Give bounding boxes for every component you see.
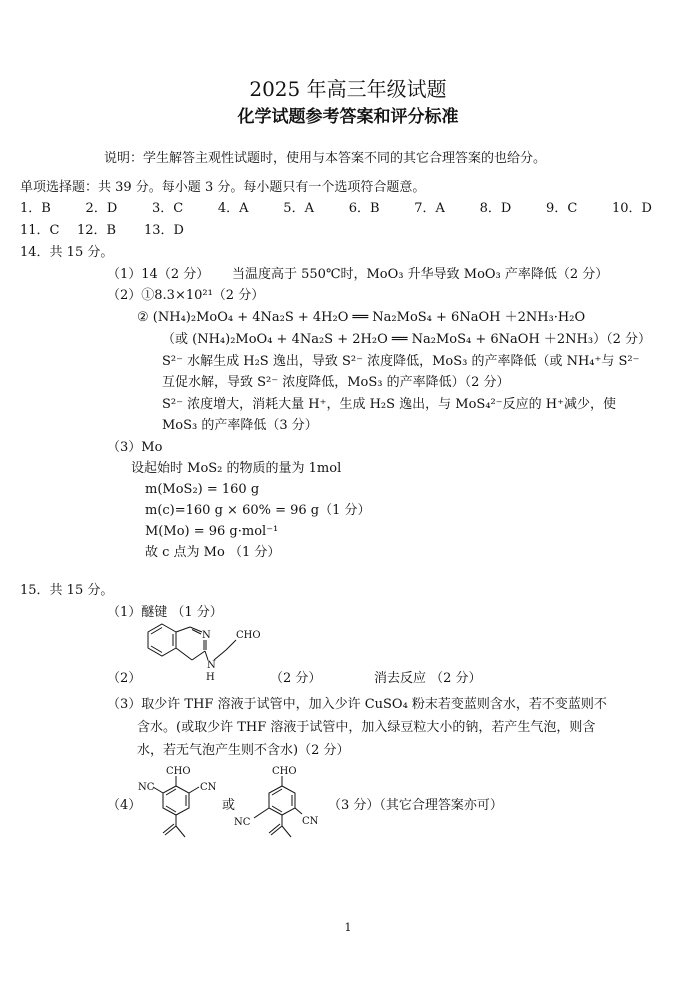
grading-note: 说明：学生解答主观性试题时，使用与本答案不同的其它合理答案的也给分。 bbox=[104, 151, 547, 166]
aldehyde-label: CHO bbox=[166, 766, 191, 777]
q14-equation-1: ② (NH₄)₂MoO₄ + 4Na₂S + 4H₂O ══ Na₂MoS₄ + 6NaOH ＋2NH₃·H₂O bbox=[137, 310, 586, 325]
bond bbox=[176, 826, 185, 837]
bond bbox=[189, 787, 199, 793]
answer-10: 10．D bbox=[611, 201, 652, 216]
answer-12: 12．B bbox=[77, 223, 117, 238]
answer-8: 8．D bbox=[479, 201, 512, 216]
answer-11: 11．C bbox=[20, 223, 60, 238]
answer-3: 3．C bbox=[151, 201, 184, 216]
bond bbox=[176, 648, 192, 660]
ring-double-bond bbox=[272, 789, 282, 795]
bond bbox=[153, 787, 163, 793]
nh-hydrogen-label: H bbox=[206, 672, 215, 683]
aromatic-structure-2 bbox=[232, 762, 322, 852]
q14-explanation-1a: S²⁻ 水解生成 H₂S 逸出，导致 S²⁻ 浓度降低，MoS₃ 的产率降低（或 NH₄⁺与 S²⁻ bbox=[162, 354, 640, 369]
q14-part3-line2: m(MoS₂) = 160 g bbox=[145, 482, 260, 497]
aldehyde-label: CHO bbox=[272, 766, 297, 777]
q14-explanation-2b: MoS₃ 的产率降低（3 分） bbox=[162, 418, 318, 433]
q15-part4-or: 或 bbox=[222, 798, 236, 813]
q15-header: 15．共 15 分。 bbox=[20, 583, 114, 598]
ring-double-bond bbox=[166, 789, 176, 795]
q15-part4-label: （4） bbox=[107, 798, 142, 813]
ring-nitrogen-label: N bbox=[202, 630, 211, 641]
answer-4: 4．A bbox=[217, 201, 249, 216]
q14-part3-line3: m(c)=160 g × 60% = 96 g（1 分） bbox=[145, 503, 371, 518]
ring-double-bond bbox=[151, 646, 162, 653]
bond bbox=[226, 640, 236, 650]
answer-7: 7．A bbox=[414, 201, 445, 216]
page-subtitle: 化学试题参考答案和评分标准 bbox=[237, 107, 459, 127]
nh-nitrogen-label: N bbox=[207, 660, 216, 671]
nitrile-label-left: NC bbox=[138, 782, 155, 793]
ring-double-bond bbox=[272, 806, 282, 812]
nitrile-label-right: CN bbox=[200, 782, 217, 793]
page-title: 2025 年高三年级试题 bbox=[249, 77, 447, 101]
q15-part2-score: （2 分） bbox=[270, 671, 322, 686]
q15-part1: （1）醚键 （1 分） bbox=[107, 605, 223, 620]
q15-part3-line3: 水，若无气泡产生则不含水)（2 分） bbox=[137, 743, 350, 758]
bond bbox=[254, 808, 269, 818]
q14-part3-label: （3）Mo bbox=[107, 440, 163, 455]
q14-part3-line1: 设起始时 MoS₂ 的物质的量为 1mol bbox=[131, 461, 342, 476]
q14-explanation-1b: 互促水解，导致 S²⁻ 浓度降低，MoS₃ 的产率降低）（2 分） bbox=[162, 375, 510, 390]
q15-part2-text: 消去反应 （2 分） bbox=[374, 671, 482, 686]
bond bbox=[282, 826, 291, 837]
bond bbox=[214, 650, 226, 660]
benzazepine-structure bbox=[132, 618, 282, 684]
q14-part3-line5: 故 c 点为 Mo （1 分） bbox=[145, 545, 281, 560]
q14-part3-line4: M(Mo) = 96 g·mol⁻¹ bbox=[145, 524, 279, 539]
answer-2: 2．D bbox=[85, 201, 118, 216]
bond bbox=[295, 808, 302, 814]
answer-9: 9．C bbox=[546, 201, 578, 216]
nitrile-label-left: NC bbox=[234, 817, 251, 828]
nitrile-label-right: CN bbox=[302, 816, 319, 827]
page-number: 1 bbox=[344, 921, 352, 934]
benzene-ring bbox=[269, 786, 295, 815]
bond bbox=[176, 627, 190, 632]
q15-part4-score: （3 分）（其它合理答案亦可） bbox=[328, 798, 503, 813]
bond bbox=[192, 651, 205, 660]
answer-6: 6．B bbox=[348, 201, 380, 216]
answer-row-1 bbox=[20, 200, 652, 218]
ring-double-bond bbox=[166, 806, 176, 812]
aldehyde-label: CHO bbox=[236, 630, 261, 641]
answer-13: 13．D bbox=[144, 223, 184, 238]
q14-explanation-2a: S²⁻ 浓度增大，消耗大量 H⁺，生成 H₂S 逸出，与 MoS₄²⁻反应的 H⁺减少，使 bbox=[162, 397, 616, 412]
benzene-ring bbox=[148, 624, 176, 656]
answer-1: 1．B bbox=[20, 201, 51, 216]
q14-header: 14．共 15 分。 bbox=[20, 245, 114, 260]
q14-equation-2: （或 (NH₄)₂MoO₄ + 4Na₂S + 2H₂O ══ Na₂MoS₄ + 6NaOH ＋2NH₃）（2 分） bbox=[162, 332, 652, 347]
q14-part1-label: （1）14（2 分） bbox=[107, 267, 210, 282]
answer-5: 5．A bbox=[283, 201, 314, 216]
q14-part2-label: （2）①8.3×10²¹（2 分） bbox=[107, 288, 265, 303]
q15-part3-line1: （3）取少许 THF 溶液于试管中，加入少许 CuSO₄ 粉末若变蓝则含水，若不变蓝则不 bbox=[107, 697, 607, 712]
bond bbox=[205, 651, 208, 660]
aromatic-structure-1 bbox=[138, 762, 218, 852]
ring-double-bond bbox=[151, 628, 162, 635]
q15-part2-label: （2） bbox=[107, 671, 142, 686]
single-choice-intro: 单项选择题：共 39 分。每小题 3 分。每小题只有一个选项符合题意。 bbox=[20, 180, 426, 195]
q14-part1-text: 当温度高于 550℃时，MoO₃ 升华导致 MoO₃ 产率降低（2 分） bbox=[232, 267, 609, 282]
benzene-ring bbox=[163, 786, 189, 815]
q15-part3-line2: 含水。(或取少许 THF 溶液于试管中，加入绿豆粒大小的钠，若产生气泡，则含 bbox=[137, 720, 596, 735]
